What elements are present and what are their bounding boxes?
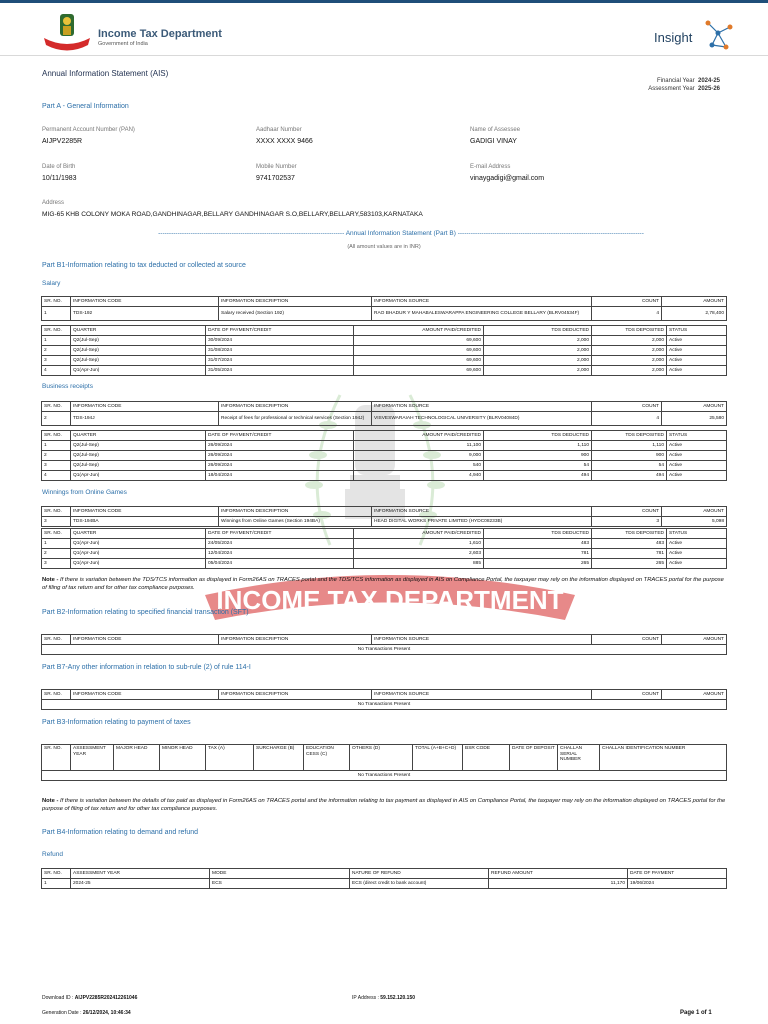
table-row: 2 Q2(Jul-Sep) 26/09/2024 9,000 900 900 Active: [42, 451, 727, 461]
address-label: Address: [42, 200, 65, 206]
ip-address: IP Address : 59.152.120.150: [352, 995, 416, 1001]
table-header-row: SR. NO. QUARTER DATE OF PAYMENT/CREDIT AMOUNT PAID/CREDITED TDS DEDUCTED TDS DEPOSITED STATUS: [42, 529, 727, 539]
other-info-table: [41, 689, 727, 710]
salary-title: Salary: [42, 280, 61, 287]
mobile-value: 9741702537: [256, 175, 295, 182]
year-info: [648, 77, 726, 93]
table-row: 1 Q1(Apr-Jun) 24/05/2024 1,610 483 483 Active: [42, 539, 727, 549]
tax-payment-note: Note - If there is variation between the details of tax paid as displayed in Form26AS on TRACES portal and the information relating to tax payment as displayed in AIS on Compliance Portal, the taxpayer may rely on the information displayed on TRACES portal for the purpose of filing of tax return and for other tax compliance purposes.: [42, 798, 726, 812]
business-title: Business receipts: [42, 383, 93, 390]
generation-date: Generation Date : 26/12/2024, 10:46:34: [42, 1010, 131, 1016]
download-id: Download ID : AIJPV2285R202412261046: [42, 995, 138, 1001]
table-row: 1 TDS-192 Salary received (Section 192) RAO BHADUR Y MAHABALESWARAPPA ENGINEERING COLLEGE BELLARY (BLRV04534F) 4 2,78,400: [42, 307, 727, 321]
b1-heading: Part B1-Information relating to tax deducted or collected at source: [42, 262, 246, 269]
mobile-label: Mobile Number: [256, 164, 297, 170]
income-tax-logo-icon: [42, 12, 92, 54]
tds-note: Note - If there is variation between the TDS/TCS information as displayed in Form26AS on TRACES portal and the TDS/TCS information as displayed in AIS on Compliance Portal, the taxpayer may rely on the information displayed on TRACES portal for the purpose of filing of tax return and for other tax compliance purposes.: [42, 577, 724, 591]
email-label: E-mail Address: [470, 164, 511, 170]
table-header-row: SR. NO. INFORMATION CODE INFORMATION DESCRIPTION INFORMATION SOURCE COUNT AMOUNT: [42, 507, 727, 517]
insight-network-icon: [700, 17, 736, 53]
table-header-row: SR. NO. QUARTER DATE OF PAYMENT/CREDIT AMOUNT PAID/CREDITED TDS DEDUCTED TDS DEPOSITED STATUS: [42, 431, 727, 441]
table-row: 2 Q1(Apr-Jun) 12/04/2024 2,603 781 781 Active: [42, 549, 727, 559]
table-header-row: SR. NO. INFORMATION CODE INFORMATION DESCRIPTION INFORMATION SOURCE COUNT AMOUNT: [42, 402, 727, 412]
table-header-row: SR. NO. INFORMATION CODE INFORMATION DESCRIPTION INFORMATION SOURCE COUNT AMOUNT: [42, 297, 727, 307]
fy-label: Financial Year: [656, 78, 695, 84]
inr-note: (All amount values are in INR): [347, 244, 421, 250]
table-header-row: SR. NO. ASSESSMENT YEAR MAJOR HEAD MINOR HEAD TAX (A) SURCHARGE (B) EDUCATION CESS (C) OTHERS (D) TOTAL (A+B+C+D) BSR CODE DATE OF DEPOSIT CHALLAN SERIAL NUMBER CHALLAN IDENTIFICATION NUMBER: [42, 745, 727, 771]
table-row: 1 Q2(Jul-Sep) 26/09/2024 11,100 1,110 1,110 Active: [42, 441, 727, 451]
part-a-heading: Part A - General Information: [42, 103, 129, 110]
table-row: 4 Q1(Apr-Jun) 18/04/2024 4,940 494 494 Active: [42, 471, 727, 481]
statement-title: Annual Information Statement (AIS): [42, 69, 169, 78]
page-number: Page 1 of 1: [680, 1010, 712, 1016]
table-row: 3 Q2(Jul-Sep) 26/09/2024 540 54 54 Active: [42, 461, 727, 471]
b7-heading: Part B7-Any other information in relation to sub-rule (2) of rule 114-I: [42, 664, 251, 671]
business-detail-table: [41, 430, 727, 481]
dob-value: 10/11/1983: [42, 175, 77, 182]
watermark-text: INCOME TAX DEPARTMENT: [216, 585, 564, 615]
empty-row: No Transactions Present: [42, 645, 727, 655]
name-value: GADIGI VINAY: [470, 138, 517, 145]
b4-heading: Part B4-Information relating to demand and refund: [42, 829, 199, 836]
gov-name: Government of India: [98, 41, 148, 47]
winnings-table: [41, 506, 727, 527]
winnings-detail-table: [41, 528, 727, 569]
table-row: 1 2024-25 ECS ECS (direct credit to bank account) 11,170 19/06/2024: [42, 879, 727, 889]
app-name: Insight: [654, 30, 693, 45]
dob-label: Date of Birth: [42, 164, 76, 170]
ay-value: 2025-26: [698, 86, 721, 92]
table-row: 3 TDS-194BA Winnings from Online Games (Section 194BA) HEAD DIGITAL WORKS PRIVATE LIMITED (HYDC08233B) 3 5,098: [42, 517, 727, 527]
table-header-row: SR. NO. INFORMATION CODE INFORMATION DESCRIPTION INFORMATION SOURCE COUNT AMOUNT: [42, 635, 727, 645]
fy-value: 2024-25: [698, 78, 721, 84]
refund-table: [41, 868, 727, 889]
table-row: 2 Q2(Jul-Sep) 31/08/2024 69,600 2,000 2,000 Active: [42, 346, 727, 356]
sft-table: [41, 634, 727, 655]
b3-heading: Part B3-Information relating to payment of taxes: [42, 719, 191, 726]
email-value: vinaygadigi@gmail.com: [470, 175, 545, 182]
table-row: 2 TDS-194J Receipt of fees for professional or technical services (Section 194J) VISVESWARAIAH TECHNOLOGICAL UNIVERSITY (BLRV04084D) 4 25,580: [42, 412, 727, 426]
table-row: 3 Q2(Jul-Sep) 31/07/2024 69,600 2,000 2,000 Active: [42, 356, 727, 366]
b2-heading: Part B2-Information relating to specified financial transaction (SFT): [42, 609, 249, 616]
table-header-row: SR. NO. ASSESSMENT YEAR MODE NATURE OF REFUND REFUND AMOUNT DATE OF PAYMENT: [42, 869, 727, 879]
winnings-title: Winnings from Online Games: [42, 489, 127, 496]
table-row: 3 Q1(Apr-Jun) 05/04/2024 885 265 265 Active: [42, 559, 727, 569]
ay-label: Assessment Year: [648, 86, 695, 92]
part-b-heading: -------------------------------------------------------------------------------------- Annual Information Statement (Part B) --------------------------------------------------------------------------------------: [158, 230, 644, 237]
pan-label: Permanent Account Number (PAN): [42, 127, 135, 133]
page-header: [0, 3, 768, 56]
table-header-row: SR. NO. INFORMATION CODE INFORMATION DESCRIPTION INFORMATION SOURCE COUNT AMOUNT: [42, 690, 727, 700]
refund-title: Refund: [42, 851, 63, 858]
name-label: Name of Assessee: [470, 127, 521, 133]
tax-payment-table: [41, 744, 727, 781]
salary-table: [41, 296, 727, 321]
empty-row: No Transactions Present: [42, 700, 727, 710]
aadhaar-value: XXXX XXXX 9466: [256, 138, 313, 145]
salary-detail-table: [41, 325, 727, 376]
table-header-row: SR. NO. QUARTER DATE OF PAYMENT/CREDIT AMOUNT PAID/CREDITED TDS DEDUCTED TDS DEPOSITED STATUS: [42, 326, 727, 336]
table-row: 1 Q2(Jul-Sep) 30/09/2024 69,600 2,000 2,000 Active: [42, 336, 727, 346]
table-row: 4 Q1(Apr-Jun) 31/05/2024 69,600 2,000 2,000 Active: [42, 366, 727, 376]
address-value: MIG-65 KHB COLONY MOKA ROAD,GANDHINAGAR,BELLARY GANDHINAGAR S.O,BELLARY,BELLARY,583103,KARNATAKA: [42, 211, 423, 218]
business-table: [41, 401, 727, 426]
aadhaar-label: Aadhaar Number: [256, 127, 302, 133]
dept-name: Income Tax Department: [98, 28, 222, 40]
pan-value: AIJPV2285R: [42, 138, 83, 145]
empty-row: No Transactions Present: [42, 771, 727, 781]
